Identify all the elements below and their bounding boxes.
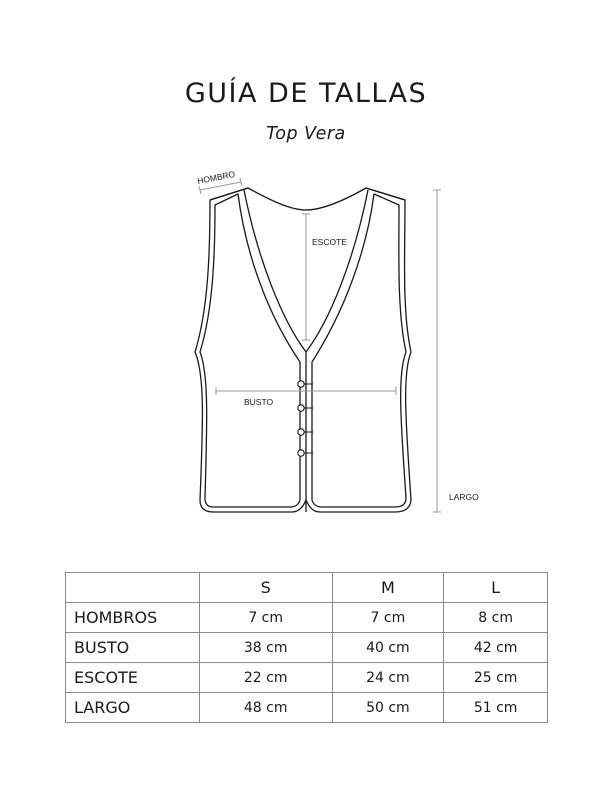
row-label: HOMBROS bbox=[66, 603, 200, 633]
table-cell: 50 cm bbox=[332, 693, 444, 723]
size-header-s: S bbox=[199, 573, 332, 603]
button-1 bbox=[298, 381, 304, 387]
button-2 bbox=[298, 405, 304, 411]
bust-label: BUSTO bbox=[244, 397, 274, 407]
product-subtitle: Top Vera bbox=[266, 124, 346, 144]
row-label: BUSTO bbox=[66, 633, 200, 663]
vest-trim-left bbox=[200, 194, 300, 507]
row-label: ESCOTE bbox=[66, 663, 200, 693]
table-cell: 7 cm bbox=[199, 603, 332, 633]
shoulder-label: HOMBRO bbox=[196, 168, 236, 186]
size-table bbox=[65, 572, 548, 723]
size-header-row bbox=[66, 573, 548, 603]
table-row bbox=[66, 633, 548, 663]
table-cell: 51 cm bbox=[444, 693, 548, 723]
table-cell: 24 cm bbox=[332, 663, 444, 693]
page-title: GUÍA DE TALLAS bbox=[184, 78, 428, 109]
table-cell: 7 cm bbox=[332, 603, 444, 633]
length-label: LARGO bbox=[449, 492, 479, 502]
corner-cell bbox=[66, 573, 200, 603]
table-cell: 8 cm bbox=[444, 603, 548, 633]
table-cell: 48 cm bbox=[199, 693, 332, 723]
table-cell: 38 cm bbox=[199, 633, 332, 663]
table-cell: 40 cm bbox=[332, 633, 444, 663]
size-header-m: M bbox=[332, 573, 444, 603]
size-header-l: L bbox=[444, 573, 548, 603]
table-row bbox=[66, 603, 548, 633]
neckline-label: ESCOTE bbox=[312, 237, 347, 247]
table-row bbox=[66, 663, 548, 693]
table-cell: 25 cm bbox=[444, 663, 548, 693]
button-3 bbox=[298, 429, 304, 435]
button-4 bbox=[298, 450, 304, 456]
table-cell: 42 cm bbox=[444, 633, 548, 663]
row-label: LARGO bbox=[66, 693, 200, 723]
table-cell: 22 cm bbox=[199, 663, 332, 693]
vest-outline bbox=[195, 188, 411, 512]
table-row bbox=[66, 693, 548, 723]
